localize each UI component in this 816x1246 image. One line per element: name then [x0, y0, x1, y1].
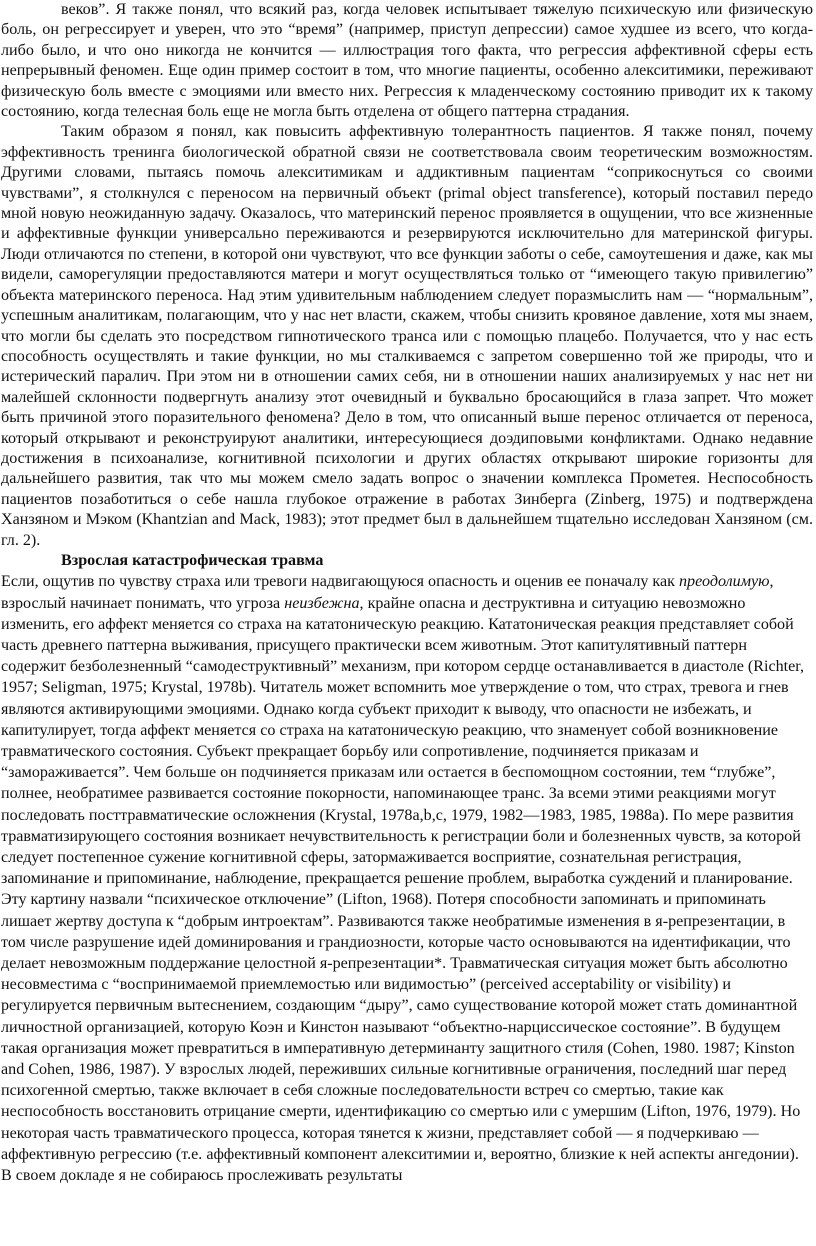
text-segment: Если, ощутив по чувству страха или тревоги надвигающуюся опасность и оценив ее поначалу как: [1, 573, 679, 591]
text-segment: , крайне опасна и деструктивна и ситуацию невозможно изменить, его аффект меняется со страха на кататоническую реакцию. Кататоническая реакция представляет собой часть древнего паттерна выживания, присущего практически всем животным. Этот капитулятивный паттерн содержит безболезненный “самодеструктивный” механизм, при котором сердце останавливается в диастоле (Richter, 1957; Seligman, 1975; Krystal, 1978b). Читатель может вспомнить мое утверждение о том, что страх, тревога и гнев являются активирующими эмоциями. Однако когда субъект приходит к выводу, что опасности не избежать, и капитулирует, тогда аффект меняется со страха на кататоническую реакцию, что знаменует собой возникновение травматического состояния. Субъект прекращает борьбу или сопротивление, подчиняется приказам и “замораживается”. Чем больше он подчиняется приказам или остается в беспомощном состоянии, тем “глубже”, полнее, необратимее развивается состояние покорности, напоминающее транс. За всеми этими реакциями могут последовать посттравматические осложнения (Krystal, 1978a,b,c, 1979, 1982—1983, 1985, 1988a). По мере развития травматизирующего состояния возникает нечувствительность к регистрации боли и болезненных чувств, за которой следует постепенное сужение когнитивной сферы, затормаживается восприятие, сознательная регистрация, запоминание и припоминание, наблюдение, прекращается решение проблем, выработка суждений и планирование. Эту картину назвали “психическое отключение” (Lifton, 1968). Потеря способности запоминать и припоминать лишает жертву доступа к “добрым интроектам”. Развиваются также необратимые изменения в я-репрезентации, в том числе разрушение идей доминирования и грандиозности, которые часто основываются на идентификации, что делает невозможным поддержание целостной я-репрезентации*. Травматическая ситуация может быть абсолютно несовместима с “воспринимаемой приемлемостью или видимостью” (perceived acceptability or visibility) и регулируется первичным вытеснением, создающим “дыру”, само существование которой может стать доминантной личностной организацией, которую Коэн и Кинстон называют “объектно-нарцисcическое состояние”. В будущем такая организация может превратиться в императивную детерминанту защитного стиля (Cohen, 1980. 1987; Kinston and Cohen, 1986, 1987). У взрослых людей, переживших сильные когнитивные ограничения, последний шаг перед психогенной смертью, также включает в себя сложные последовательности встреч со смертью, такие как неспособность восстановить отрицание смерти, идентификацию со смертью или с умершим (Lifton, 1976, 1979). Но некоторая часть травматического процесса, которая тянется к жизни, представляет собой — я подчеркиваю — аффективную регрессию (т.е. аффективный компонент алекситимии и, вероятно, близкие к ней аспекты ангедонии). В своем докладе я не собираюсь прослеживать результаты: [1, 594, 805, 1185]
paragraph-adult-trauma: [1, 571, 813, 1186]
text-segment: , взрослый начинает понимать, что угроза: [1, 573, 774, 612]
emphasis-text: неизбежна: [284, 594, 360, 612]
paragraph-continuation: веков”. Я также понял, что всякий раз, когда человек испытывает тяжелую психическую или физическую боль, он регрессирует и уверен, что это “время” (например, приступ депрессии) самое худшее из всего, что когда-либо было, и что оно никогда не кончится — иллюстрация того факта, что регрессия аффективной сферы есть непрерывный феномен. Еще один пример состоит в том, что многие пациенты, особенно алекситимики, переживают физическую боль вместе с эмоциями или вместо них. Регрессия к младенческому состоянию приводит их к такому состоянию, когда телесная боль еще не могла быть отделена от общего паттерна страдания.: [1, 1, 813, 121]
paragraph-affect-tolerance: Таким образом я понял, как повысить аффективную толерантность пациентов. Я также понял, почему эффективность тренинга биологической обратной связи не соответствовала своим теоретическим возможностям. Другими словами, пытаясь помочь алекситимикам и аддиктивным пациентам “соприкоснуться со своими чувствами”, я столкнулся с переносом на первичный объект (primal object transference), который поставил передо мной новую неожиданную задачу. Оказалось, что материнский перенос проявляется в ощущении, что все жизненные и аффективные функции универсально переживаются и резервируются исключительно для материнской фигуры. Люди отличаются по степени, в которой они чувствуют, что все функции заботы о себе, самоутешения и даже, как мы видели, саморегуляции предоставляются матери и могут осуществляться только от “имеющего такую привилегию” объекта материнского переноса. Над этим удивительным наблюдением следует поразмыслить нам — “нормальным”, успешным аналитикам, полагающим, что у нас нет власти, скажем, чтобы снизить кровяное давление, хотя мы знаем, что могли бы сделать это посредством гипнотического транса или с помощью плацебо. Получается, что у нас есть способность осуществлять и такие функции, но мы сталкиваемся с запретом совершенно той же природы, что и истерический паралич. При этом ни в отношении самих себя, ни в отношении наших анализируемых у нас нет ни малейшей склонности подвергнуть анализу этот очевидный и буквально бросающийся в глаза запрет. Что может быть причиной этого поразительного феномена? Дело в том, что описанный выше перенос отличается от переноса, который открывают и реконструируют аналитики, интересующиеся доэдиповыми конфликтами. Однако недавние достижения в психоанализе, когнитивной психологии и других областях открывают широкие горизонты для дальнейшего развития, так что мы можем смело задать вопрос о значении комплекса Прометея. Неспособность пациентов позаботиться о себе нашла глубокое отражение в работах Зинберга (Zinberg, 1975) и подтверждена Ханзяном и Мэком (Khantzian and Mack, 1983); этот предмет был в дальнейшем тщательно исследован Ханзяном (см. гл. 2).: [1, 123, 813, 549]
section-heading: Взрослая катастрофическая травма: [61, 551, 324, 569]
emphasis-text: преодолимую: [679, 573, 770, 591]
